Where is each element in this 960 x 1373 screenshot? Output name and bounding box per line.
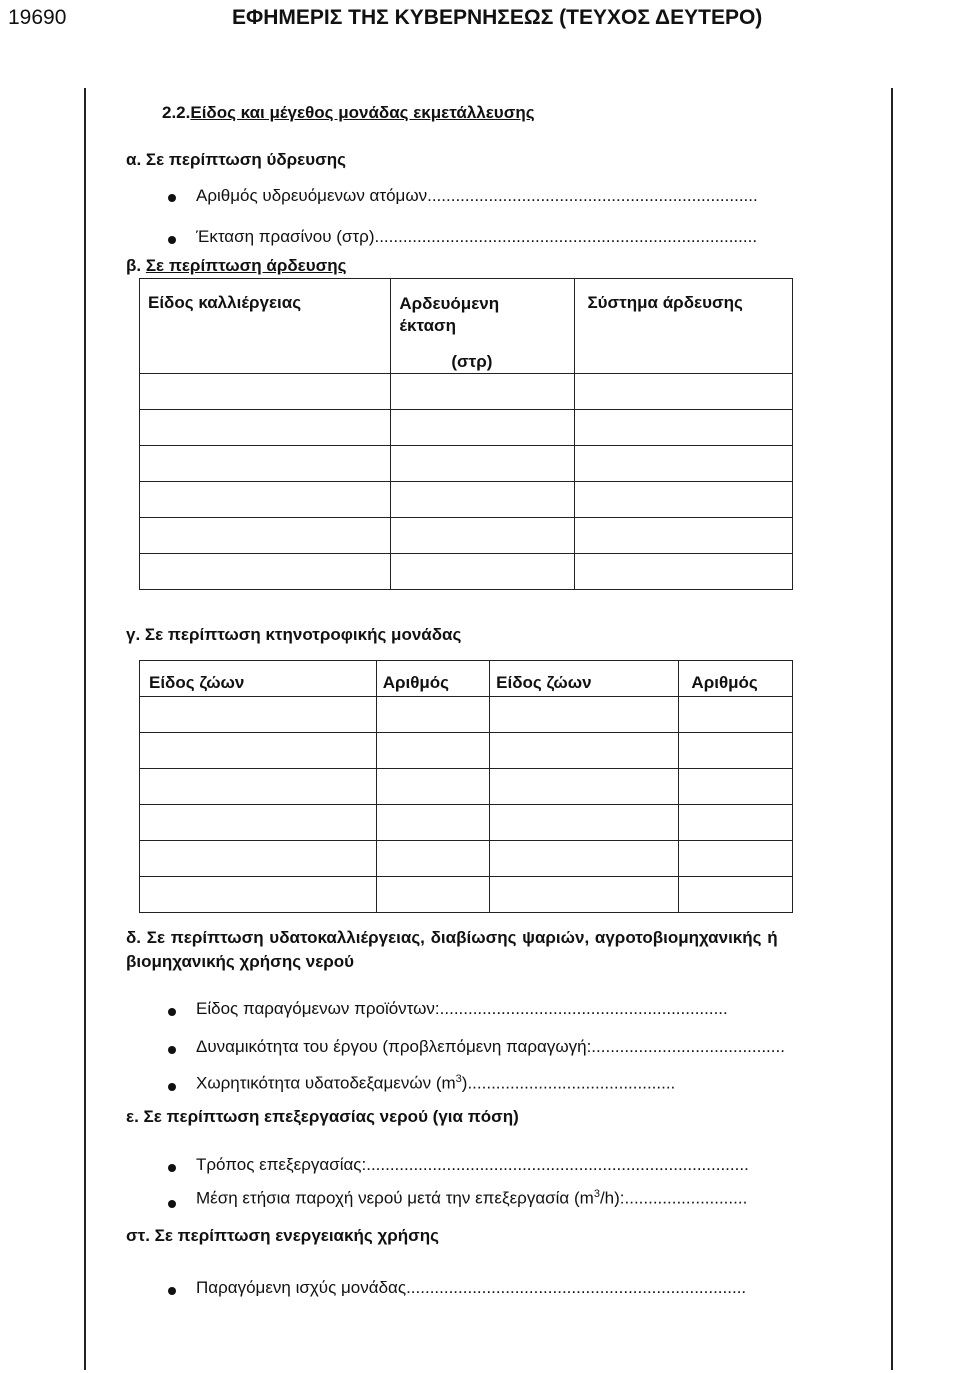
table-cell[interactable] (376, 733, 489, 769)
table-cell[interactable] (679, 877, 793, 913)
table-cell[interactable] (140, 697, 377, 733)
gazette-title: ΕΦΗΜΕΡΙΣ ΤΗΣ ΚΥΒΕΡΝΗΣΕΩΣ (ΤΕΥΧΟΣ ΔΕΥΤΕΡΟ) (232, 6, 763, 29)
table-cell[interactable] (376, 841, 489, 877)
table-cell[interactable] (490, 805, 679, 841)
table-cell[interactable] (575, 518, 793, 554)
table-cell[interactable] (140, 877, 377, 913)
table-cell[interactable] (490, 733, 679, 769)
treated-flow-label: Μέση ετήσια παροχή νερού μετά την επεξεργασία (m (196, 1188, 594, 1208)
irrigation-header-area (391, 279, 575, 374)
subsection-e-heading: ε. Σε περίπτωση επεξεργασίας νερού (για πόση) (126, 1107, 519, 1126)
table-cell[interactable] (575, 482, 793, 518)
table-cell[interactable] (575, 410, 793, 446)
water-supply-persons-item: Αριθμός υδρευόμενων ατόμων...................................................................... (196, 186, 758, 205)
table-cell[interactable] (391, 446, 575, 482)
bullet-icon (168, 194, 176, 202)
irrigation-header-system (575, 279, 793, 374)
livestock-col-type-1: Είδος ζώων (149, 673, 245, 692)
bullet-icon (168, 1046, 176, 1054)
irrigation-col-area-line1: Αρδευόμενη (399, 294, 500, 313)
table-cell[interactable] (490, 877, 679, 913)
livestock-header-count-1 (376, 661, 489, 697)
subsection-b-title: Σε περίπτωση άρδευσης (145, 256, 347, 275)
table-cell[interactable] (490, 841, 679, 877)
table-cell[interactable] (575, 446, 793, 482)
tank-capacity-item (196, 1073, 866, 1094)
table-cell[interactable] (490, 697, 679, 733)
table-cell[interactable] (376, 697, 489, 733)
capacity-item: Δυναμικότητα του έργου (προβλεπόμενη παραγωγή:......................................... (196, 1037, 785, 1056)
table-cell[interactable] (140, 769, 377, 805)
page-number: 19690 (8, 6, 67, 29)
irrigation-col-area-unit: (στρ) (451, 352, 493, 371)
table-cell[interactable] (140, 554, 391, 590)
table-cell[interactable] (391, 518, 575, 554)
treated-flow-item (196, 1188, 876, 1209)
irrigation-col-area-line2: έκταση (399, 316, 457, 335)
table-cell[interactable] (391, 482, 575, 518)
table-cell[interactable] (679, 733, 793, 769)
frame-left-border (84, 88, 86, 1370)
bullet-icon (168, 1164, 176, 1172)
table-cell[interactable] (679, 841, 793, 877)
livestock-col-count-2: Αριθμός (691, 673, 758, 692)
bullet-icon (168, 236, 176, 244)
livestock-col-count-1: Αριθμός (382, 673, 450, 692)
table-cell[interactable] (575, 554, 793, 590)
subsection-c-heading: γ. Σε περίπτωση κτηνοτροφικής μονάδας (126, 625, 462, 644)
table-cell[interactable] (140, 410, 391, 446)
table-cell[interactable] (140, 518, 391, 554)
superscript-3: 3 (593, 1188, 600, 1200)
section-title: Είδος και μέγεθος μονάδας εκμετάλλευσης (190, 103, 535, 122)
tank-capacity-dots: )............................................ (461, 1073, 676, 1093)
bullet-icon (168, 1083, 176, 1091)
frame-right-border (891, 88, 893, 1370)
table-cell[interactable] (679, 769, 793, 805)
livestock-col-type-2: Είδος ζώων (496, 673, 592, 692)
table-cell[interactable] (140, 374, 391, 410)
subsection-st-heading: στ. Σε περίπτωση ενεργειακής χρήσης (126, 1226, 439, 1245)
table-cell[interactable] (140, 841, 377, 877)
section-number: 2.2. (162, 103, 191, 122)
table-cell[interactable] (376, 877, 489, 913)
table-cell[interactable] (575, 374, 793, 410)
table-cell[interactable] (679, 697, 793, 733)
bullet-icon (168, 1008, 176, 1016)
irrigation-header-crop (140, 279, 391, 374)
table-cell[interactable] (140, 733, 377, 769)
irrigation-col-system: Σύστημα άρδευσης (587, 293, 743, 312)
subsection-d-heading-line1: δ. Σε περίπτωση υδατοκαλλιέργειας, διαβίωσης ψαριών, αγροτοβιομηχανικής ή (126, 928, 778, 947)
subsection-b-prefix: β. (126, 256, 142, 275)
section-heading (162, 103, 535, 123)
tank-capacity-label: Χωρητικότητα υδατοδεξαμενών (m (196, 1073, 456, 1093)
livestock-header-type-2 (490, 661, 679, 697)
bullet-icon (168, 1200, 176, 1208)
table-cell[interactable] (391, 410, 575, 446)
subsection-b-heading (126, 256, 346, 276)
table-cell[interactable] (376, 769, 489, 805)
subsection-a-heading: α. Σε περίπτωση ύδρευσης (126, 150, 346, 169)
green-area-item: Έκταση πρασίνου (στρ)................................................................................. (196, 227, 758, 246)
livestock-table (139, 660, 793, 913)
table-cell[interactable] (490, 769, 679, 805)
table-cell[interactable] (391, 374, 575, 410)
livestock-header-type-1 (140, 661, 377, 697)
livestock-header-count-2 (679, 661, 793, 697)
bullet-icon (168, 1287, 176, 1295)
table-cell[interactable] (140, 446, 391, 482)
superscript-3: 3 (455, 1073, 462, 1085)
table-cell[interactable] (391, 554, 575, 590)
treatment-method-item: Τρόπος επεξεργασίας:................................................................................. (196, 1155, 749, 1174)
treated-flow-dots: /h):.......................... (599, 1188, 748, 1208)
table-cell[interactable] (376, 805, 489, 841)
power-output-item: Παραγόμενη ισχύς μονάδας........................................................................ (196, 1278, 747, 1297)
subsection-d-heading-line2: βιομηχανικής χρήσης νερού (126, 952, 355, 971)
irrigation-col-crop: Είδος καλλιέργειας (148, 293, 302, 312)
table-cell[interactable] (140, 805, 377, 841)
table-cell[interactable] (679, 805, 793, 841)
table-cell[interactable] (140, 482, 391, 518)
irrigation-table (139, 278, 793, 590)
products-item: Είδος παραγόμενων προϊόντων:............................................................. (196, 999, 728, 1018)
